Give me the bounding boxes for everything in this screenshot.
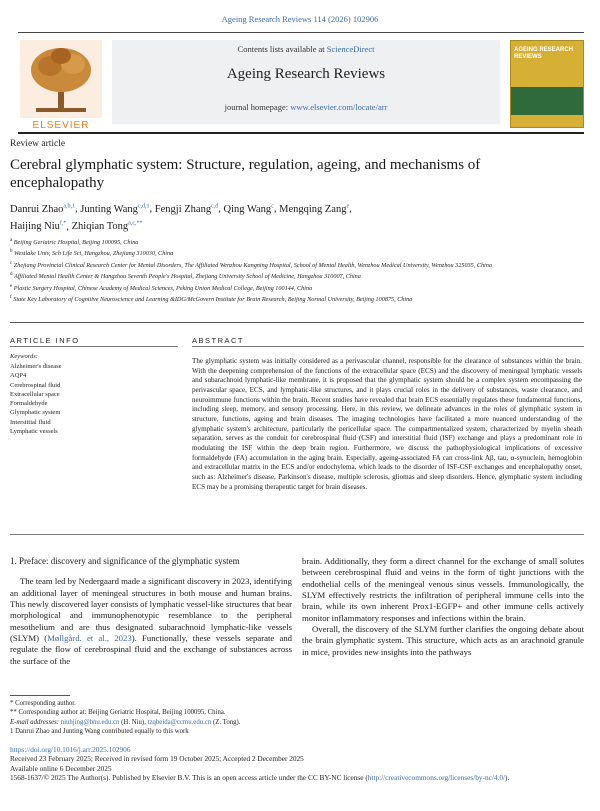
- header-divider: [18, 32, 584, 33]
- masthead-divider: [18, 132, 584, 134]
- publisher-name: ELSEVIER: [32, 120, 90, 131]
- email-label: E-mail addresses:: [10, 718, 61, 726]
- keyword[interactable]: Formaldehyde: [10, 400, 48, 408]
- author[interactable]: Qing Wang$^c$: [223, 203, 274, 215]
- author[interactable]: Haijing Niu$^{f,*}$: [10, 220, 67, 232]
- footnote-divider: [10, 695, 70, 696]
- affiliation: $^a$ Beijing Geriatric Hospital, Beijing 100095, China: [10, 238, 139, 247]
- abstract-text: The glymphatic system was initially considered as a perivascular channel, responsible for the clearance of substances within the brain. With the deepening comprehension of the functions of the extracellular space (ECS) and the discovery of meningeal lymphatic vessels and subarachnoid lymphatic-like membrane, it is proposed that the glymphatic system should be a complex system encompassing the perivascular space, ECS, and lymphatic-like structures, and it plays crucial roles in the delivery of substances, waste clearance, and neuroimmune functions within the brain. Recent studies have revealed that brain ECS essentially regulates these fundamental functions, including sleep, memory, and sensory processing. Here, in this review, we delineate advances in the roles of glymphatic system in structure, functions, ageing and brain diseases. The imaging technologies have facilitated a more nuanced understanding of the glymphatic system's architecture, particularly the pericellular space. The compartmentalized system, characterized by myelin sheath separation, serves as the conduit for cerebrospinal fluid (CSF) and interstitial fluid (ISF) exchange and plays a predominant role in modulating the ISF within the deep brain region. Furthermore, we discuss the pathophysiological implications of excessive formaldehyde (FA) accumulation in the aging brain. Especially, ageing-associated FA can cross-link Aβ, tau, α-synuclein, hemoglobin and extracellular matrix in the ECS and/or endochylema, which leads to the disorder of ISF-CSF exchanges and encephalopathy onset, such as: Alzheimer's disease, Parkinson's disease, multiple sclerosis, gliomas and sleep disorders. Hence, glymphatic system including ECS may be a promising therapeutic target for brain diseases.: [192, 357, 582, 491]
- homepage-link[interactable]: www.elsevier.com/locate/arr: [290, 102, 388, 112]
- footnote-equal-contribution: 1 Danrui Zhao and Junting Wang contributed equally to this work: [10, 728, 189, 736]
- affiliation: $^d$ Affiliated Mental Health Center & Hangzhou Seventh People's Hospital, Zhejiang University School of Medicine, Hangzhou 310007, China: [10, 272, 361, 281]
- affiliation: $^f$ State Key Laboratory of Cognitive Neuroscience and Learning &IDG/McGovern Institute for Brain Research, Beijing Normal University, Beijing 100875, China: [10, 295, 413, 304]
- doi-link[interactable]: https://doi.org/10.1016/j.arr.2025.102906: [10, 745, 131, 754]
- footnotes: [10, 699, 570, 737]
- affiliation-divider: [10, 322, 584, 323]
- author[interactable]: Junting Wang$^{c,d,1}$: [80, 203, 150, 215]
- cover-title: AGEING RESEARCH REVIEWS: [514, 47, 574, 60]
- body-column-right: [302, 556, 584, 658]
- license-statement: 1568-1637/© 2025 The Author(s). Published by Elsevier B.V. This is an open access article under the CC BY-NC license (http://creativecommons.org/licenses/by-nc/4.0/).: [10, 773, 510, 783]
- article-type: Review article: [10, 139, 66, 149]
- keyword-list: [10, 362, 178, 436]
- article-title: Cerebral glymphatic system: Structure, regulation, ageing, and mechanisms of encephalopathy: [10, 157, 481, 191]
- author[interactable]: Zhiqian Tong$^{a,c,**}$: [71, 220, 143, 232]
- article-info-divider: [10, 346, 178, 347]
- affiliation: $^e$ Plastic Surgery Hospital, Chinese Academy of Medical Sciences, Peking Union Medical College, Beijing 100144, China: [10, 283, 313, 292]
- keyword[interactable]: Lymphatic vessels: [10, 428, 58, 436]
- received-dates: Received 23 February 2025; Received in revised form 19 October 2025; Accepted 2 December 2025: [10, 754, 304, 764]
- body-paragraph: The team led by Nedergaard made a significant discovery in 2023, identifying an additional layer of meningeal structures in both mouse and human brains. This newly discovered layer consists of lymphatic vessel-like structures that bear morphological and immunophenotypic resemblance to the peripheral mesothelium and are thus designated subarachnoid lymphatic-like vessels (SLYM) (Møllgård. et al., 2023). Functionally, these vessels separate and regulate the flow of cerebrospinal fluid and the exchange of substances across the surface of the: [10, 576, 293, 666]
- keyword[interactable]: Alzheimer's disease: [10, 363, 62, 370]
- footnote-corresponding: * Corresponding author.: [10, 700, 76, 707]
- abstract-end-divider: [10, 534, 584, 535]
- keyword[interactable]: AQP4: [10, 372, 27, 380]
- affiliations: [10, 236, 570, 305]
- body-paragraph: Overall, the discovery of the SLYM further clarifies the ongoing debate about the brain glymphatic system. This structure, which acts as an arachnoid granule in mice, provides new insights into the pathways: [302, 624, 584, 657]
- publication-info: [10, 745, 580, 783]
- footnote-corresponding-address: ** Corresponding author at: Beijing Geriatric Hospital, Beijing 100095, China.: [10, 709, 226, 717]
- author-list: Danrui Zhao$^{a,b,1}$, Junting Wang$^{c,d,1}$, Fengji Zhang$^{c,d}$, Qing Wang$^c$, Mengqing Zang$^e$, Haijing Niu$^{f,*}$, Zhiqian Tong$^{a,c,**}$: [10, 203, 352, 232]
- citation-link[interactable]: Møllgård. et al., 2023: [47, 633, 132, 644]
- keyword[interactable]: Extracellular space: [10, 390, 60, 398]
- contents-line: [112, 44, 500, 54]
- body-column-left: [10, 556, 292, 667]
- article-info-heading: ARTICLE INFO: [10, 336, 80, 345]
- journal-reference[interactable]: Ageing Research Reviews 114 (2026) 102906: [221, 14, 379, 24]
- keyword[interactable]: Cerebrospinal fluid: [10, 381, 61, 389]
- cover-band: [511, 87, 583, 115]
- journal-cover-thumbnail[interactable]: [510, 40, 584, 128]
- affiliation: $^b$ Westlake Univ, Sch Life Sci, Hangzhou, Zhejiang 310030, China: [10, 249, 174, 258]
- author[interactable]: Danrui Zhao$^{a,b,1}$: [10, 203, 76, 215]
- elsevier-logo[interactable]: [20, 40, 102, 126]
- elsevier-tree-icon: [20, 40, 102, 118]
- sciencedirect-link[interactable]: ScienceDirect: [326, 44, 375, 54]
- affiliation: $^c$ Zhejiang Provincial Clinical Research Center for Mental Disorders, The Affiliated Wenzhou Kangning Hospital, School of Mental Health, Wenzhou Medical University, Wenzhou 325035, China: [10, 260, 492, 269]
- online-date: Available online 6 December 2025: [10, 763, 112, 773]
- contents-prefix: Contents lists available at: [237, 44, 327, 54]
- abstract-heading: ABSTRACT: [192, 336, 245, 345]
- journal-homepage: [112, 102, 500, 112]
- abstract-divider: [192, 346, 584, 347]
- keyword[interactable]: Interstitial fluid: [10, 418, 51, 426]
- journal-name: Ageing Research Reviews: [226, 66, 386, 82]
- author[interactable]: Fengji Zhang$^{c,d}$: [154, 203, 219, 215]
- license-link[interactable]: http://creativecommons.org/licenses/by-nc/4.0/: [367, 773, 506, 783]
- footnote-emails: E-mail addresses: niuhjing@bnu.edu.cn (H. Niu), tzqbeida@ccmu.edu.cn (Z. Tong).: [10, 718, 241, 726]
- homepage-prefix: journal homepage:: [224, 102, 291, 112]
- section-heading: 1. Preface: discovery and significance of the glymphatic system: [10, 556, 240, 566]
- keyword[interactable]: Glymphatic system: [10, 409, 61, 417]
- keywords-label: Keywords:: [10, 353, 38, 360]
- author[interactable]: Mengqing Zang$^e$: [279, 203, 350, 215]
- body-paragraph: brain. Additionally, they form a direct channel for the exchange of small solutes between cerebrospinal fluid and veins in the form of tight junctions with the endothelial cells of the meningeal venous sinus vessels. Immunologically, the SLYM effectively restricts the infiltration of peripheral immune cells into the brain, while its own inherent Prox1-EGFP+ and other immune cells actively monitor inflammatory responses and infections within the brain.: [302, 556, 584, 623]
- email-link[interactable]: niuhjing@bnu.edu.cn: [60, 718, 120, 726]
- email-link[interactable]: tzqbeida@ccmu.edu.cn: [147, 718, 212, 726]
